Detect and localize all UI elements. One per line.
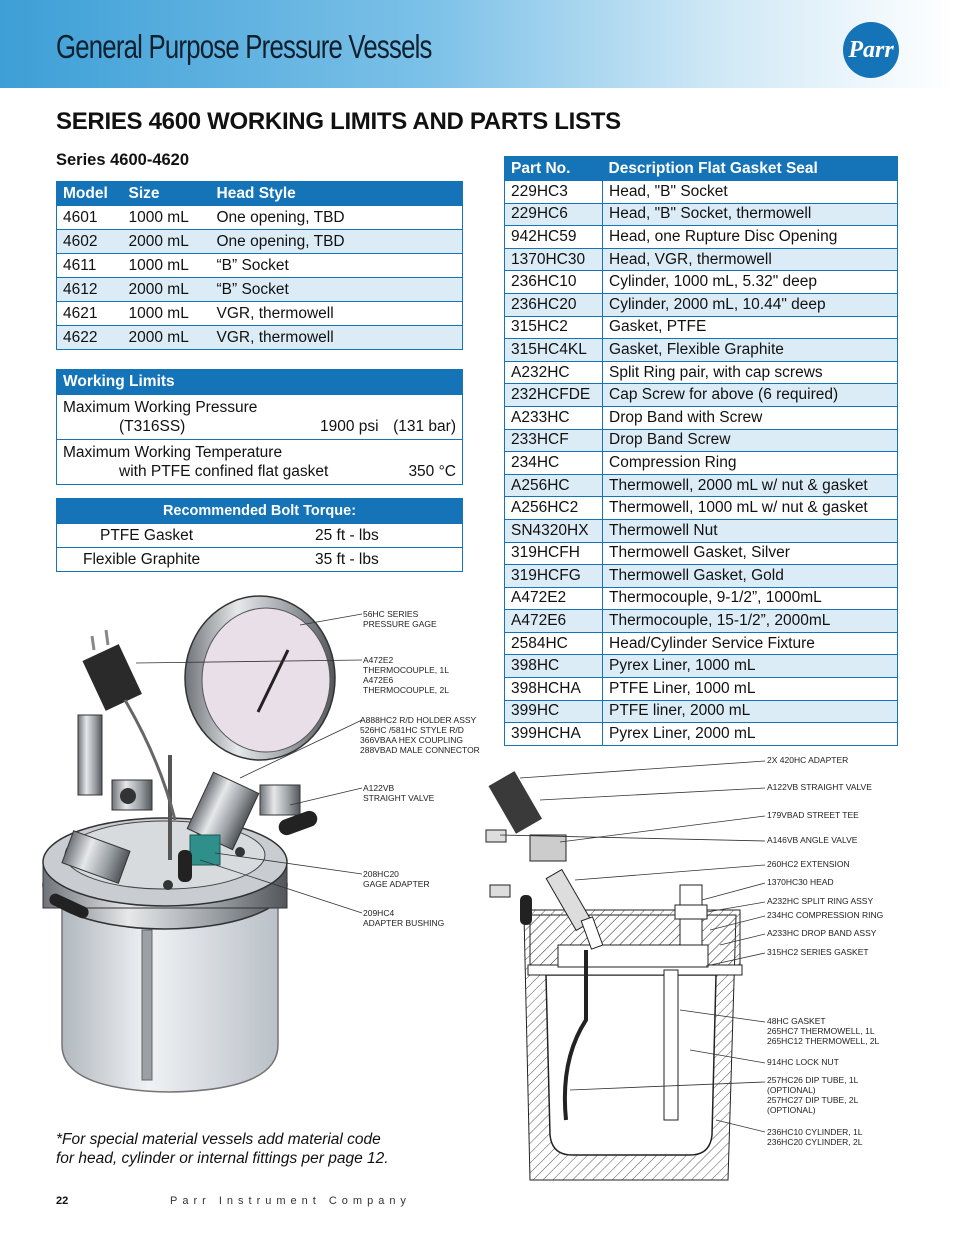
callout-extension: 260HC2 EXTENSION [767, 859, 850, 869]
part-number: 398HC [505, 655, 603, 678]
cell: 1000 mL [123, 254, 211, 278]
part-number: 234HC [505, 452, 603, 475]
note-line: for head, cylinder or internal fittings per page 12. [56, 1150, 389, 1167]
callout-line: A122VB [363, 783, 395, 793]
series-subtitle: Series 4600-4620 [56, 151, 190, 169]
callout-cylinder [767, 1127, 862, 1147]
part-number: 315HC2 [505, 316, 603, 339]
part-number: 399HCHA [505, 723, 603, 746]
gasket-type: PTFE Gasket [100, 527, 194, 544]
temperature-value: 350 °C [408, 463, 456, 480]
callout-line: (OPTIONAL) [767, 1105, 816, 1115]
gasket-type: Flexible Graphite [83, 551, 201, 568]
part-number: 236HC10 [505, 271, 603, 294]
callout-straight-valve-2: A122VB STRAIGHT VALVE [767, 782, 872, 792]
company-name: Parr Instrument Company [170, 1195, 411, 1207]
note-line: *For special material vessels add material code [56, 1131, 381, 1148]
callout-line: 48HC GASKET [767, 1016, 826, 1026]
part-description: Gasket, Flexible Graphite [603, 339, 898, 362]
temperature-label: Maximum Working Temperature [63, 444, 283, 461]
part-number: 2584HC [505, 632, 603, 655]
part-number: A472E2 [505, 587, 603, 610]
callout-line: A472E6 [363, 675, 394, 685]
cell: VGR, thermowell [211, 326, 463, 350]
part-description: Cylinder, 1000 mL, 5.32" deep [603, 271, 898, 294]
callout-line: A472E2 [363, 655, 394, 665]
part-number: SN4320HX [505, 519, 603, 542]
callout-drop-band: A233HC DROP BAND ASSY [767, 928, 877, 938]
callout-dip-tube [767, 1075, 858, 1115]
part-description: Thermowell Gasket, Gold [603, 565, 898, 588]
pressure-label: Maximum Working Pressure [63, 399, 258, 416]
column-header: Head Style [211, 182, 463, 206]
cell: 2000 mL [123, 230, 211, 254]
callout-thermowell [767, 1016, 879, 1046]
callout-head: 1370HC30 HEAD [767, 877, 834, 887]
part-description: Cylinder, 2000 mL, 10.44" deep [603, 293, 898, 316]
material-note [56, 1130, 389, 1168]
part-number: A233HC [505, 406, 603, 429]
part-description: Pyrex Liner, 1000 mL [603, 655, 898, 678]
part-number: A256HC [505, 474, 603, 497]
part-number: 232HCFDE [505, 384, 603, 407]
part-description: Thermocouple, 15-1/2”, 2000mL [603, 610, 898, 633]
callout-line: THERMOCOUPLE, 1L [363, 665, 449, 675]
column-header: Size [123, 182, 211, 206]
part-number: A256HC2 [505, 497, 603, 520]
part-description: Drop Band Screw [603, 429, 898, 452]
callout-line: 208HC20 [363, 869, 399, 879]
part-description: Thermowell Nut [603, 519, 898, 542]
part-description: Cap Screw for above (6 required) [603, 384, 898, 407]
part-description: Thermowell Gasket, Silver [603, 542, 898, 565]
part-number: 233HCF [505, 429, 603, 452]
torque-value: 35 ft - lbs [315, 551, 379, 568]
vessel-3d-illustration [43, 596, 335, 1092]
callout-line: (OPTIONAL) [767, 1085, 816, 1095]
cell: 4601 [57, 206, 123, 230]
part-number: 236HC20 [505, 293, 603, 316]
cell: 1000 mL [123, 302, 211, 326]
column-header: Part No. [505, 157, 603, 181]
part-description: Thermowell, 2000 mL w/ nut & gasket [603, 474, 898, 497]
part-description: Head, "B" Socket, thermowell [603, 203, 898, 226]
part-number: 398HCHA [505, 678, 603, 701]
callout-line: A888HC2 R/D HOLDER ASSY [360, 715, 477, 725]
torque-value: 25 ft - lbs [315, 527, 379, 544]
callout-line: 265HC7 THERMOWELL, 1L [767, 1026, 875, 1036]
parr-logo: Parr [843, 22, 899, 78]
callout-angle-valve: A146VB ANGLE VALVE [767, 835, 858, 845]
callout-pressure-gage [363, 609, 437, 629]
part-number: 319HCFH [505, 542, 603, 565]
vessel-cross-section [486, 771, 742, 1180]
part-description: Thermowell, 1000 mL w/ nut & gasket [603, 497, 898, 520]
part-description: Head/Cylinder Service Fixture [603, 632, 898, 655]
pressure-psi: 1900 psi [320, 418, 379, 435]
part-number: A472E6 [505, 610, 603, 633]
callout-line: 257HC27 DIP TUBE, 2L [767, 1095, 859, 1105]
part-description: Head, "B" Socket [603, 181, 898, 204]
part-number: 399HC [505, 700, 603, 723]
callout-line: 366VBAA HEX COUPLING [360, 735, 463, 745]
callout-adapter-bushing [363, 908, 444, 928]
part-number: 229HC3 [505, 181, 603, 204]
callout-split-ring: A232HC SPLIT RING ASSY [767, 896, 874, 906]
cell: 2000 mL [123, 326, 211, 350]
series-title: SERIES 4600 WORKING LIMITS AND PARTS LISTS [56, 108, 621, 135]
column-header: Model [57, 182, 123, 206]
part-number: A232HC [505, 361, 603, 384]
cell: One opening, TBD [211, 230, 463, 254]
part-description: Head, one Rupture Disc Opening [603, 226, 898, 249]
column-header: Description Flat Gasket Seal [603, 157, 898, 181]
callout-compression-ring: 234HC COMPRESSION RING [767, 910, 884, 920]
callout-thermocouple [363, 655, 449, 695]
cell: 4622 [57, 326, 123, 350]
callout-lock-nut: 914HC LOCK NUT [767, 1057, 839, 1067]
part-number: 229HC6 [505, 203, 603, 226]
cell: “B” Socket [211, 278, 463, 302]
callout-street-tee: 179VBAD STREET TEE [767, 810, 859, 820]
part-number: 315HC4KL [505, 339, 603, 362]
part-description: Thermocouple, 9-1/2”, 1000mL [603, 587, 898, 610]
pressure-sub: (T316SS) [119, 418, 186, 435]
part-description: Compression Ring [603, 452, 898, 475]
part-number: 942HC59 [505, 226, 603, 249]
callout-rd-holder [360, 715, 480, 755]
callout-line: 236HC20 CYLINDER, 2L [767, 1137, 863, 1147]
part-description: Gasket, PTFE [603, 316, 898, 339]
pressure-bar: (131 bar) [393, 418, 456, 435]
part-description: Head, VGR, thermowell [603, 248, 898, 271]
cell: One opening, TBD [211, 206, 463, 230]
callout-line: 265HC12 THERMOWELL, 2L [767, 1036, 880, 1046]
part-description: Pyrex Liner, 2000 mL [603, 723, 898, 746]
callout-line: 209HC4 [363, 908, 395, 918]
callout-gage-adapter [363, 869, 430, 889]
callout-line: STRAIGHT VALVE [363, 793, 435, 803]
callout-adapter: 2X 420HC ADAPTER [767, 755, 849, 765]
callout-line: 526HC /581HC STYLE R/D [360, 725, 464, 735]
part-description: Split Ring pair, with cap screws [603, 361, 898, 384]
callout-line: 257HC26 DIP TUBE, 1L [767, 1075, 859, 1085]
part-description: PTFE liner, 2000 mL [603, 700, 898, 723]
callout-line: 288VBAD MALE CONNECTOR [360, 745, 480, 755]
bolt-torque-title: Recommended Bolt Torque: [57, 499, 462, 523]
part-number: 1370HC30 [505, 248, 603, 271]
cell: VGR, thermowell [211, 302, 463, 326]
callout-line: PRESSURE GAGE [363, 619, 437, 629]
cell: “B” Socket [211, 254, 463, 278]
temperature-sub: with PTFE confined flat gasket [119, 463, 329, 480]
cell: 2000 mL [123, 278, 211, 302]
callout-line: THERMOCOUPLE, 2L [363, 685, 449, 695]
callout-line: ADAPTER BUSHING [363, 918, 445, 928]
callout-line: GAGE ADAPTER [363, 879, 430, 889]
cell: 4602 [57, 230, 123, 254]
part-number: 319HCFG [505, 565, 603, 588]
working-limits-title: Working Limits [57, 370, 462, 394]
callout-line: 56HC SERIES [363, 609, 419, 619]
cell: 4611 [57, 254, 123, 278]
callout-line: 236HC10 CYLINDER, 1L [767, 1127, 863, 1137]
callout-series-gasket: 315HC2 SERIES GASKET [767, 947, 869, 957]
cell: 4612 [57, 278, 123, 302]
page-title: General Purpose Pressure Vessels [56, 28, 432, 65]
part-description: Drop Band with Screw [603, 406, 898, 429]
callout-straight-valve [363, 783, 434, 803]
cell: 4621 [57, 302, 123, 326]
page-number: 22 [56, 1195, 69, 1207]
cell: 1000 mL [123, 206, 211, 230]
part-description: PTFE Liner, 1000 mL [603, 678, 898, 701]
